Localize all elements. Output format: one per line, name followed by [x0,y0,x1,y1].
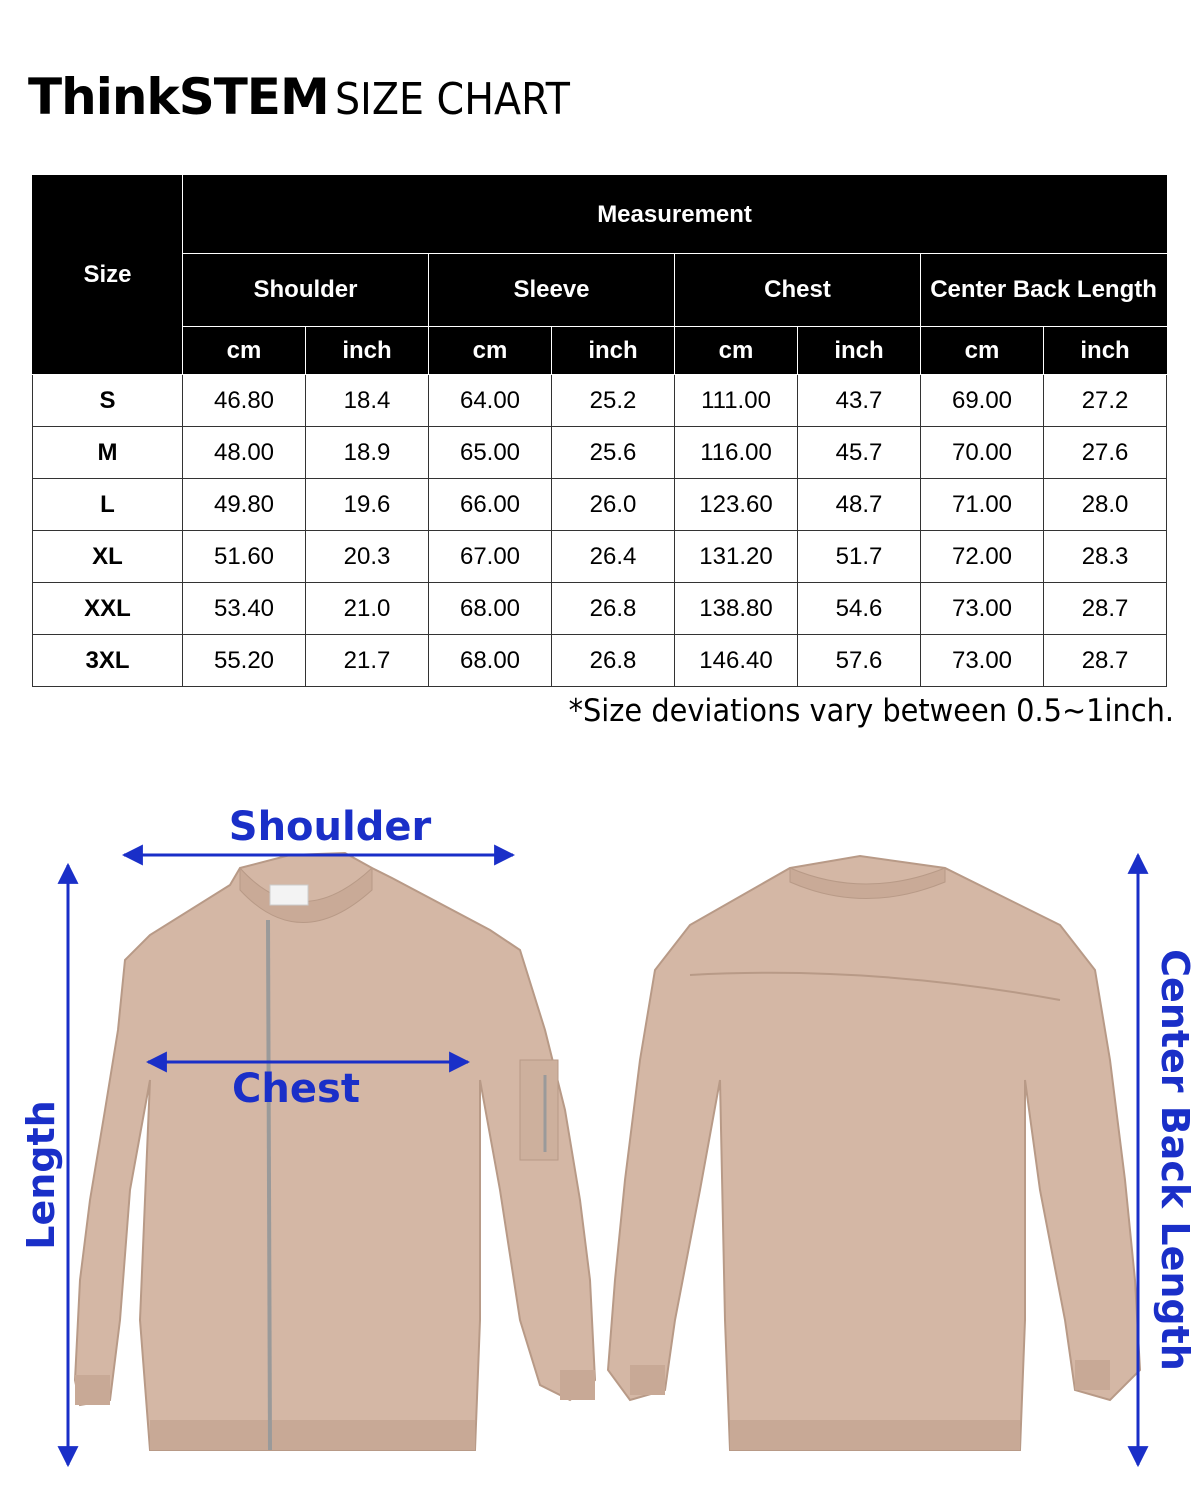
size-table [32,175,1167,687]
chest-label: Chest [232,1066,360,1112]
front-jacket-image [75,853,595,1450]
measurement-cell: 131.20 [675,531,798,583]
measurement-cell: 111.00 [675,375,798,427]
measurement-cell: 51.60 [183,531,306,583]
measurement-cell: 57.6 [798,635,921,687]
measurement-cell: 48.7 [798,479,921,531]
measurement-cell: 28.0 [1044,479,1167,531]
measurement-cell: 116.00 [675,427,798,479]
measurement-cell: 72.00 [921,531,1044,583]
size-column-header: Size [33,176,183,375]
group-header-chest: Chest [675,254,921,327]
measurement-cell: 21.0 [306,583,429,635]
unit-header: cm [429,327,552,375]
table-body [33,375,1167,687]
unit-header: cm [675,327,798,375]
table-row [33,583,1167,635]
back-jacket-image [608,856,1140,1450]
measurement-cell: 26.0 [552,479,675,531]
measurement-cell: 28.7 [1044,583,1167,635]
length-label: Length [19,1100,63,1250]
brand-name: ThinkSTEM [28,68,329,126]
measurement-cell: 27.6 [1044,427,1167,479]
measurement-cell: 19.6 [306,479,429,531]
unit-header: inch [1044,327,1167,375]
measurement-cell: 55.20 [183,635,306,687]
size-cell: S [33,375,183,427]
measurement-cell: 26.8 [552,635,675,687]
measurement-header: Measurement [183,176,1167,254]
measurement-cell: 66.00 [429,479,552,531]
measurement-cell: 46.80 [183,375,306,427]
center-back-length-label: Center Back Length [1153,949,1197,1371]
measurement-cell: 27.2 [1044,375,1167,427]
measurement-cell: 53.40 [183,583,306,635]
measurement-cell: 65.00 [429,427,552,479]
measurement-cell: 25.2 [552,375,675,427]
measurement-cell: 68.00 [429,635,552,687]
group-header-center-back-length: Center Back Length [921,254,1167,327]
page-title [28,68,596,126]
table-row [33,479,1167,531]
unit-header: cm [921,327,1044,375]
measurement-cell: 69.00 [921,375,1044,427]
measurement-cell: 48.00 [183,427,306,479]
measurement-cell: 68.00 [429,583,552,635]
table-row [33,531,1167,583]
measurement-cell: 123.60 [675,479,798,531]
measurement-cell: 67.00 [429,531,552,583]
measurement-cell: 54.6 [798,583,921,635]
measurement-cell: 49.80 [183,479,306,531]
measurement-cell: 43.7 [798,375,921,427]
unit-header: cm [183,327,306,375]
measurement-cell: 45.7 [798,427,921,479]
measurement-cell: 51.7 [798,531,921,583]
measurement-cell: 26.4 [552,531,675,583]
measurement-cell: 73.00 [921,583,1044,635]
measurement-cell: 146.40 [675,635,798,687]
measurement-cell: 18.4 [306,375,429,427]
size-deviation-note: *Size deviations vary between 0.5~1inch. [568,693,1174,729]
group-header-shoulder: Shoulder [183,254,429,327]
table-row [33,427,1167,479]
measurement-cell: 70.00 [921,427,1044,479]
measurement-cell: 18.9 [306,427,429,479]
size-cell: XXL [33,583,183,635]
measurement-cell: 73.00 [921,635,1044,687]
measurement-cell: 20.3 [306,531,429,583]
measurement-cell: 21.7 [306,635,429,687]
size-cell: 3XL [33,635,183,687]
unit-header: inch [552,327,675,375]
table-row [33,635,1167,687]
unit-header: inch [798,327,921,375]
table-row [33,375,1167,427]
measurement-cell: 28.7 [1044,635,1167,687]
measurement-cell: 64.00 [429,375,552,427]
measurement-cell: 28.3 [1044,531,1167,583]
size-cell: XL [33,531,183,583]
measurement-cell: 71.00 [921,479,1044,531]
title-suffix: SIZE CHART [334,74,570,125]
measurement-diagram [0,760,1200,1500]
unit-header: inch [306,327,429,375]
size-cell: M [33,427,183,479]
size-cell: L [33,479,183,531]
shoulder-label: Shoulder [228,804,432,850]
group-header-sleeve: Sleeve [429,254,675,327]
measurement-cell: 25.6 [552,427,675,479]
measurement-cell: 138.80 [675,583,798,635]
measurement-cell: 26.8 [552,583,675,635]
